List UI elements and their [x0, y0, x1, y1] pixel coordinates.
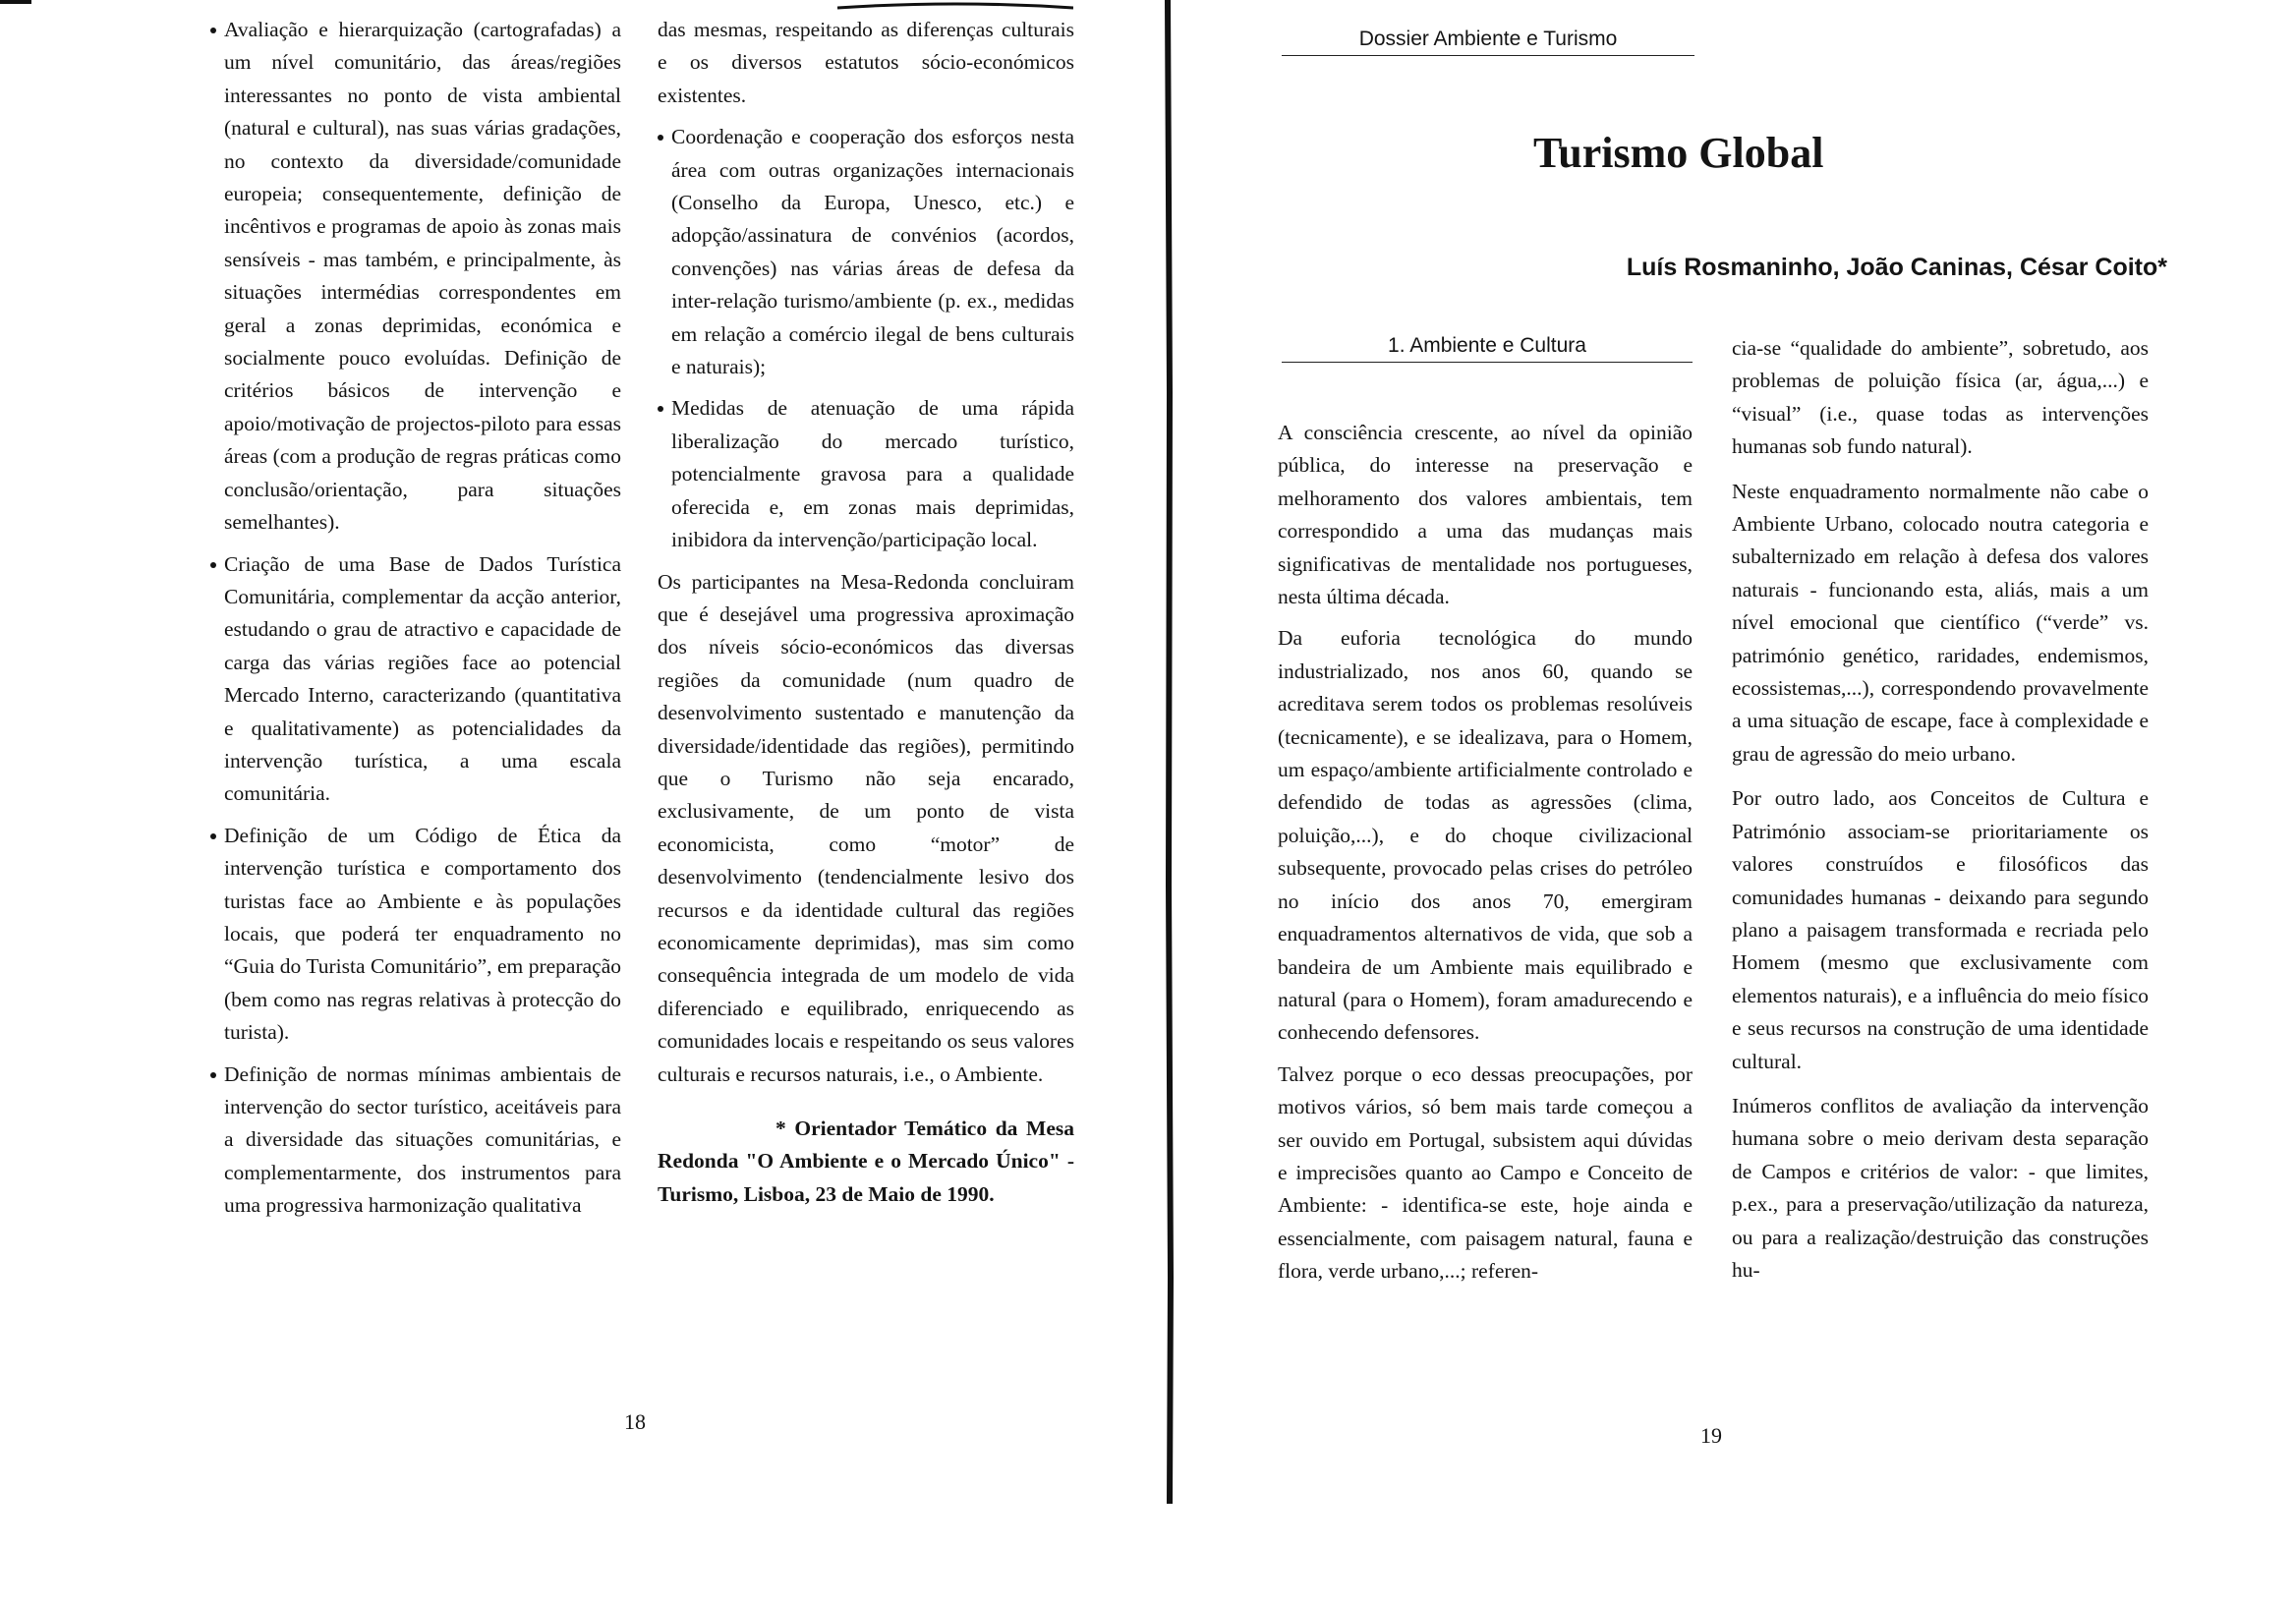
paragraph: das mesmas, respeitando as diferenças culturais e os diversos estatutos sócio-económicos existentes. — [658, 18, 1074, 107]
bullet-item: Definição de normas mínimas ambientais de intervenção do sector turístico, aceitáveis para a diversidade das situações comunitárias, e complementarmente, dos instrumentos para uma progressiva harmonização qualitativa — [210, 1059, 621, 1223]
paragraph: Talvez porque o eco dessas preocupações, por motivos vários, só bem mais tarde começou a ser ouvido em Portugal, subsistem aqui dúvidas e imprecisões quanto ao Campo e Conceito de Ambiente: - identifica-se este, hoje ainda e essencialmente, com paisagem natural, fauna e flora, verde urbano,...; referen- — [1278, 1061, 1693, 1284]
running-head: Dossier Ambiente e Turismo — [1282, 28, 1694, 56]
article-title: Turismo Global — [1533, 129, 1824, 177]
page-number-right: 19 — [1700, 1423, 1722, 1448]
paragraph: Os participantes na Mesa-Redonda concluiram que é desejável uma progressiva aproximação dos níveis sócio-económicos das diversas regiões da comunidade (num quadro de desenvolvimento sustentado e manutenção da diversidade/identidade das regiões), permitindo que o Turismo não seja encarado, exclusivamente, de um ponto de vista economicista, como “motor” de desenvolvimento (tendencialmente lesivo dos recursos e da identidade cultural das regiões economicamente deprimidas), mas sim como consequência integrada de um modelo de vida diferenciado e equilibrado, enriquecendo as comunidades locais e respeitando os seus valores culturais e recursos naturais, i.e., o Ambiente. — [658, 569, 1074, 1086]
paragraph: Neste enquadramento normalmente não cabe o Ambiente Urbano, colocado noutra categoria e subalternizado em relação à defesa dos valores naturais - funcionando esta, aliás, mais a um nível emocional que científico (“verde” vs. património genético, raridades, endemismos, ecossistemas,...), correspondendo provavelmente a uma situação de escape, face à complexidade e grau de agressão do meio urbano. — [1732, 479, 2149, 766]
bullet-item: Medidas de atenuação de uma rápida liberalização do mercado turístico, potencialmente gravosa para a qualidade oferecida e, em zonas mais deprimidas, inibidora da intervenção/participação local. — [658, 392, 1074, 556]
article-authors: Luís Rosmaninho, João Caninas, César Coito* — [1626, 254, 2167, 281]
right-page-column-1 — [1278, 417, 1693, 1289]
bullet-item: Avaliação e hierarquização (cartografadas) a um nível comunitário, das áreas/regiões interessantes no ponto de vista ambiental (natural e cultural), nas suas várias gradações, no contexto da diversidade/comunidade europeia; consequentemente, definição de incêntivos e programas de apoio às zonas mais sensíveis - mas também, e principalmente, às situações intermédias correspondentes em geral a zonas deprimidas, económica e socialmente pouco evoluídas. Definição de critérios básicos de intervenção e apoio/motivação de projectos-piloto para essas áreas (com a produção de regras práticas como conclusão/orientação, para situações semelhantes). — [210, 14, 621, 540]
paragraph: cia-se “qualidade do ambiente”, sobretudo, aos problemas de poluição física (ar, água,...) e “visual” (i.e., quase todas as intervenções humanas sob fundo natural). — [1732, 336, 2149, 459]
left-page-column-2 — [658, 14, 1074, 1211]
right-page-column-2 — [1732, 332, 2149, 1287]
paragraph: Por outro lado, aos Conceitos de Cultura e Património associam-se prioritariamente os valores construídos e filosóficos das comunidades humanas - deixando para segundo plano a paisagem transformada e recriada pelo Homem (mesmo que exclusivamente com elementos naturais), e a influência do meio físico e seus recursos na construção de uma identidade cultural. — [1732, 786, 2149, 1073]
left-page-column-1 — [210, 14, 621, 1223]
page-number-left: 18 — [624, 1409, 646, 1434]
bullet-item: Definição de um Código de Ética da intervenção turística e comportamento dos turistas face ao Ambiente e às populações locais, que poderá ter enquadramento no “Guia do Turista Comunitário”, em preparação (bem como nas regras relativas à protecção do turista). — [210, 820, 621, 1050]
book-gutter — [1165, 0, 1175, 1504]
paragraph: Inúmeros conflitos de avaliação da intervenção humana sobre o meio derivam desta separação de Campos e critérios de valor: - que limites, p.ex., para a preservação/utilização da natureza, ou para a realização/destruição das construções hu- — [1732, 1093, 2149, 1282]
scan-corner-mark — [0, 0, 31, 4]
paragraph: A consciência crescente, ao nível da opinião pública, do interesse na preservação e melhoramento dos valores ambientais, tem correspondido a uma das mudanças mais significativas de mentalidade nos portugueses, nesta última década. — [1278, 421, 1693, 609]
bullet-item: Coordenação e cooperação dos esforços nesta área com outras organizações internacionais (Conselho da Europa, Unesco, etc.) e adopção/assinatura de convénios (acordos, convenções) nas várias áreas de defesa da inter-relação turismo/ambiente (p. ex., medidas em relação a comércio ilegal de bens culturais e naturais); — [658, 121, 1074, 383]
paragraph: Da euforia tecnológica do mundo industrializado, nos anos 60, quando se acreditava serem todos os problemas resolúveis (tecnicamente), e se idealizava, para o Homem, um espaço/ambiente artificialmente controlado e defendido de todas as agressões (clima, poluição,...), e do choque civilizacional subsequente, provocado pelas crises do petróleo no início dos anos 70, emergiram enquadramentos alternativos de vida, que sob a bandeira de um Ambiente mais equilibrado e natural (para o Homem), foram amadurecendo e conhecendo defensores. — [1278, 626, 1693, 1045]
section-heading: 1. Ambiente e Cultura — [1282, 334, 1693, 363]
scan-top-mark — [837, 2, 1073, 10]
bullet-item: Criação de uma Base de Dados Turística Comunitária, complementar da acção anterior, estudando o grau de atractivo e capacidade de carga das várias regiões face ao potencial Mercado Interno, caracterizando (quantitativa e qualitativamente) as potencialidades da intervenção turística, a uma escala comunitária. — [210, 548, 621, 811]
author-note: * Orientador Temático da Mesa Redonda "O Ambiente e o Mercado Único" - Turismo, Lisboa, 23 de Maio de 1990. — [658, 1117, 1074, 1206]
